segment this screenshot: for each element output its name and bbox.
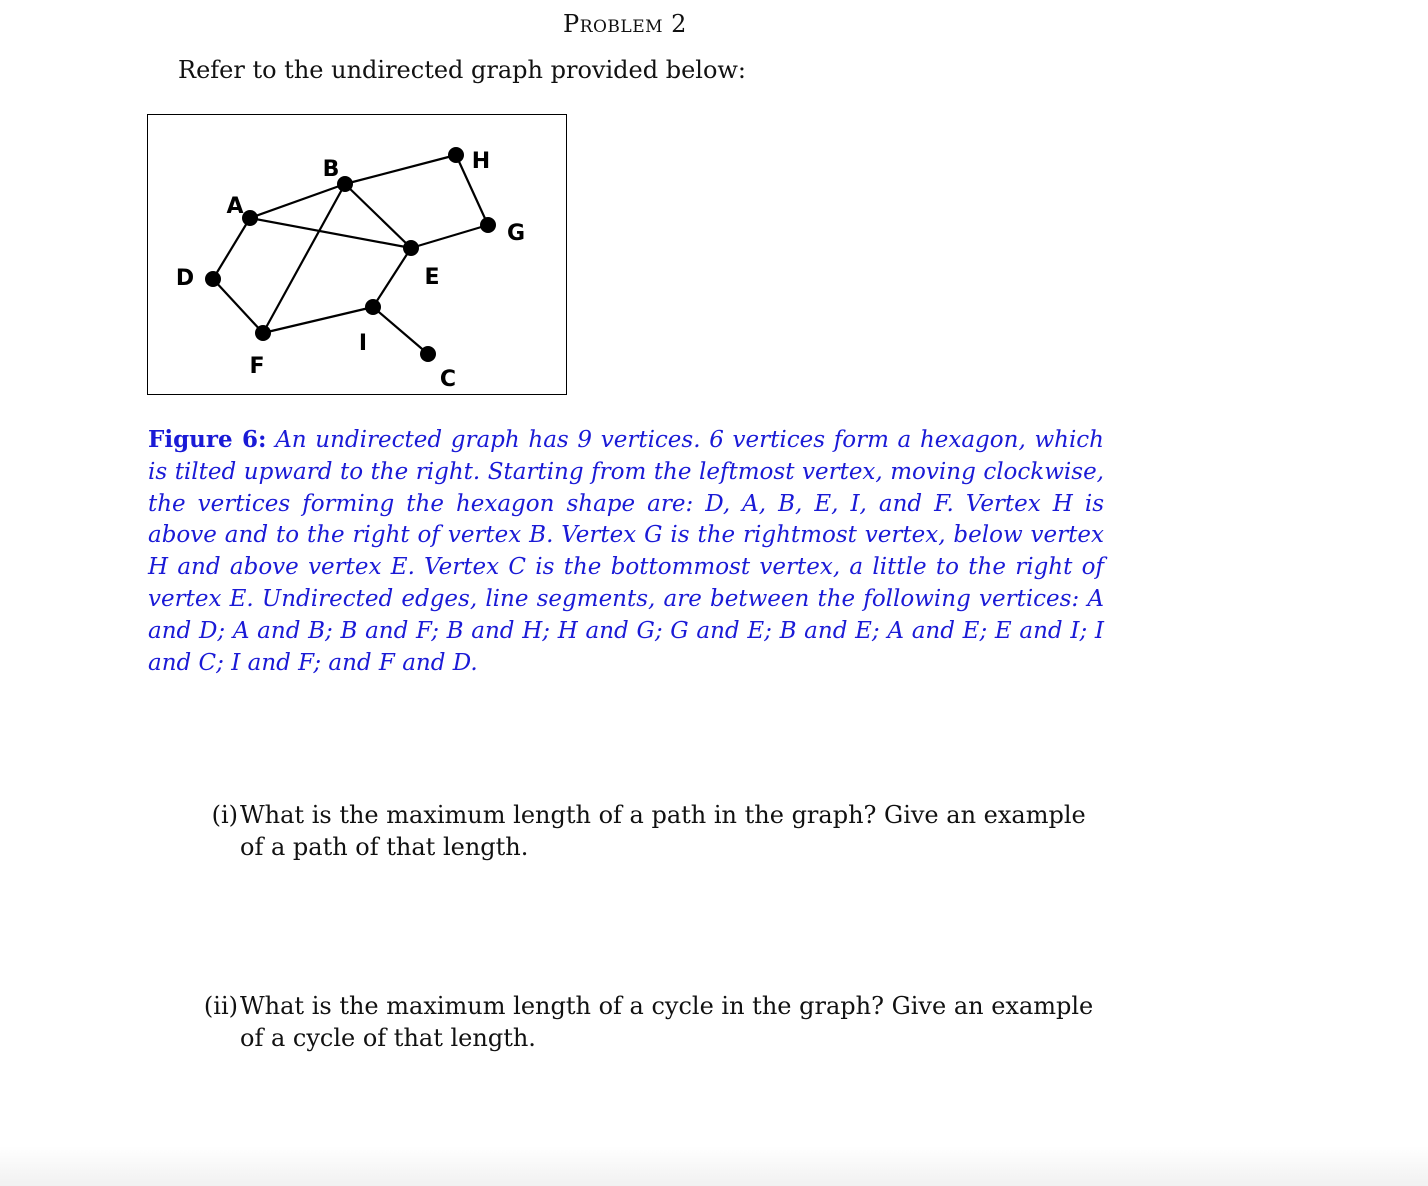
- page-bottom-shadow: [0, 1146, 1428, 1186]
- question-2-number: (ii): [203, 992, 238, 1020]
- vertex-B: [337, 176, 353, 192]
- question-1-number: (i): [211, 801, 238, 829]
- edge-E-I: [373, 248, 411, 307]
- question-2: [190, 990, 1104, 1054]
- vertex-label-B: B: [322, 157, 340, 182]
- graph-vertices: [176, 147, 525, 392]
- graph-figure: [147, 114, 567, 395]
- edge-A-B: [250, 184, 345, 218]
- problem-title: Problem 2: [563, 10, 687, 38]
- vertex-label-E: E: [424, 265, 440, 290]
- vertex-G: [480, 217, 496, 233]
- edge-I-F: [263, 307, 373, 333]
- vertex-label-C: C: [439, 367, 457, 392]
- vertex-E: [403, 240, 419, 256]
- vertex-A: [242, 210, 258, 226]
- vertex-label-D: D: [175, 266, 195, 291]
- vertex-H: [448, 147, 464, 163]
- edge-G-E: [411, 225, 488, 248]
- caption-label: Figure 6:: [148, 426, 267, 453]
- question-1-text: What is the maximum length of a path in the graph? Give an example of a path of that length.: [240, 801, 1086, 861]
- vertex-label-A: A: [226, 194, 244, 219]
- edge-B-H: [345, 155, 456, 184]
- edge-B-F: [263, 184, 345, 333]
- intro-text: Refer to the undirected graph provided below:: [178, 56, 747, 84]
- edge-A-D: [213, 218, 250, 279]
- graph-svg: [148, 115, 566, 394]
- caption-text: An undirected graph has 9 vertices. 6 vertices form a hexagon, which is tilted upward to the right. Starting from the leftmost vertex, moving clockwise, the vertices forming the hexagon shape are: D, A, B, E, I, and F. Vertex H is above and to the right of vertex B. Vertex G is the rightmost vertex, below vertex H and above vertex E. Vertex C is the bottommost vertex, a little to the right of vertex E. Undirected edges, line segments, are between the following vertices: A and D; A and B; B and F; B and H; H and G; G and E; B and E; A and E; E and I; I and C; I and F; and F and D.: [148, 427, 1104, 676]
- question-2-text: What is the maximum length of a cycle in the graph? Give an example of a cycle of that length.: [240, 992, 1094, 1052]
- question-1: [190, 799, 1104, 863]
- edge-A-E: [250, 218, 411, 248]
- vertex-I: [365, 299, 381, 315]
- vertex-label-G: G: [506, 221, 526, 246]
- edge-F-D: [213, 279, 263, 333]
- vertex-label-F: F: [249, 354, 265, 379]
- vertex-D: [205, 271, 221, 287]
- vertex-label-H: H: [471, 149, 491, 174]
- figure-caption: [148, 424, 1104, 679]
- vertex-label-I: I: [358, 331, 368, 356]
- vertex-C: [420, 346, 436, 362]
- vertex-F: [255, 325, 271, 341]
- edge-I-C: [373, 307, 428, 354]
